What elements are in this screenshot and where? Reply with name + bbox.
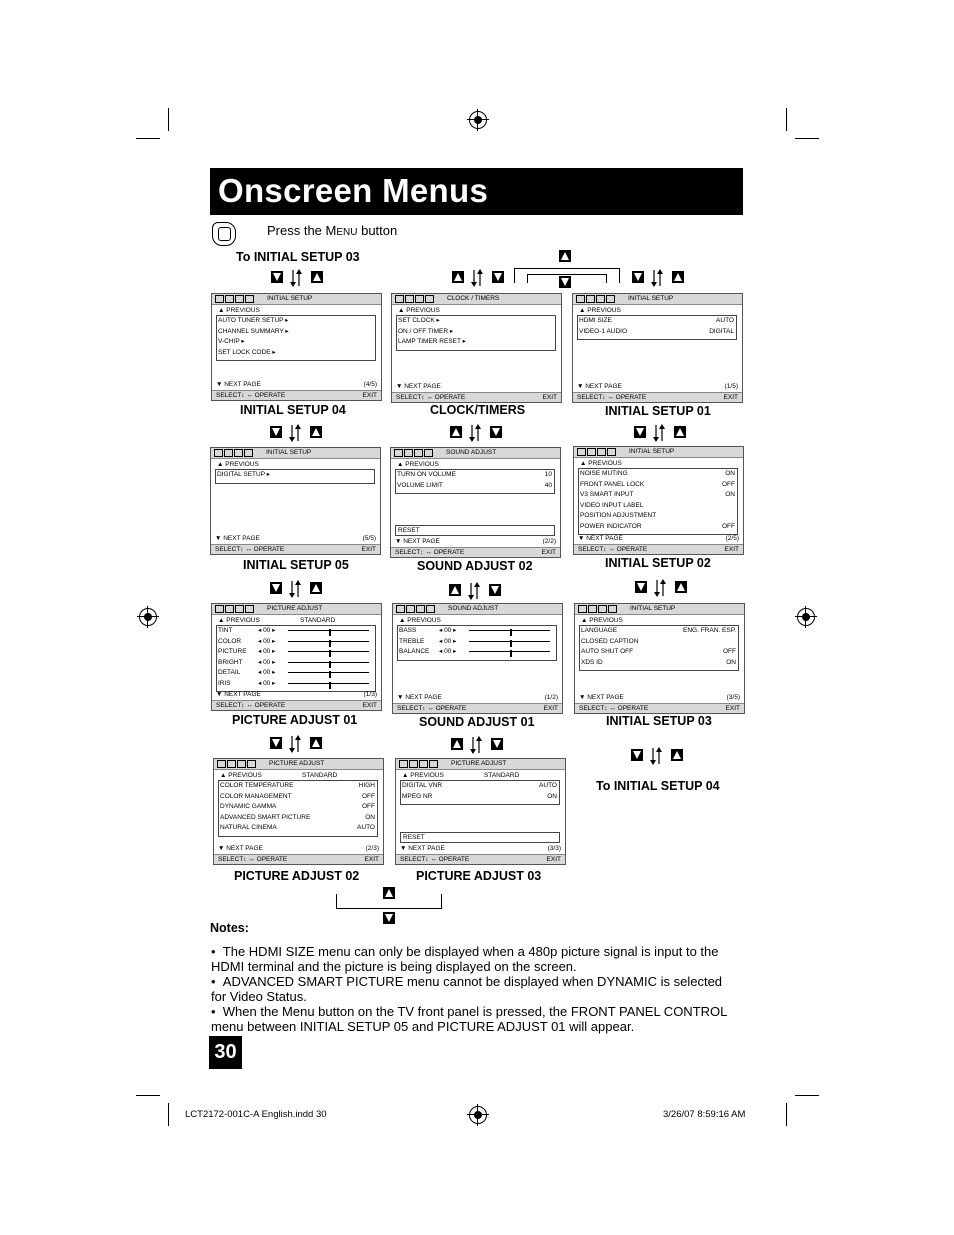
down-arrow-icon [632, 271, 644, 283]
menu-item: FRONT PANEL LOCK OFF [580, 480, 735, 488]
menu-screen-pa01 [211, 603, 382, 711]
menu-item-value: ON [547, 792, 557, 800]
menu-tab-icon [419, 760, 428, 768]
menu-previous: ▲ PREVIOUS [217, 461, 259, 468]
menu-tab-icon [409, 760, 418, 768]
menu-item-value: ON [725, 470, 735, 477]
slider-track [288, 672, 369, 673]
menu-item: SET LOCK CODE ▸ [218, 348, 276, 356]
menu-page-indicator: (2/5) [725, 535, 739, 542]
slider-track [288, 651, 369, 652]
slider-knob [329, 640, 331, 647]
menu-header-title: INITIAL SETUP [267, 295, 313, 302]
up-down-arrows-icon [649, 268, 665, 293]
down-arrow-icon [491, 738, 503, 750]
title-bar [210, 168, 743, 215]
reset-item: RESET [395, 525, 555, 536]
menu-previous: ▲ PREVIOUS [397, 461, 439, 468]
menu-item: POSITION ADJUSTMENT [580, 512, 657, 519]
menu-tab-icon [607, 448, 616, 456]
menu-footer: SELECT↕ ↔ OPERATE EXIT [392, 392, 561, 402]
menu-previous: ▲ PREVIOUS [218, 307, 260, 314]
menu-item: CLOSED CAPTION [581, 637, 639, 645]
menu-tab-icon [395, 295, 404, 303]
menu-previous: ▲ PREVIOUS STANDARD [402, 772, 520, 779]
down-arrow-icon [270, 737, 282, 749]
menu-item: COLOR TEMPERATURE HIGH [220, 782, 375, 789]
menu-item-value: DIGITAL [709, 327, 734, 335]
menu-screen-s05 [210, 447, 381, 555]
menu-tab-icon [588, 605, 597, 613]
menu-previous: ▲ PREVIOUS [581, 617, 623, 624]
menu-tab-icon [244, 449, 253, 457]
menu-tab-icon [234, 449, 243, 457]
menu-header-title: INITIAL SETUP [630, 605, 676, 612]
down-arrow-icon [489, 584, 501, 596]
down-arrow-icon [634, 426, 646, 438]
menu-item-value: HIGH [358, 782, 375, 789]
menu-tab-icon [396, 605, 405, 613]
up-arrow-icon [451, 738, 463, 750]
menu-tab-icon [576, 295, 585, 303]
up-down-arrows-icon [468, 735, 484, 760]
menu-header [575, 604, 744, 615]
label-picture-adjust-03: PICTURE ADJUST 03 [416, 869, 542, 883]
menu-next-page: ▼ NEXT PAGE (5/5) [215, 535, 376, 542]
menu-item: IRIS ◂ 00 ▸ [218, 679, 375, 688]
up-down-arrows-icon [651, 423, 667, 448]
crop-mark [786, 1103, 787, 1126]
menu-item: BASS ◂ 00 ▸ [399, 626, 556, 635]
menu-item-value: AUTO [539, 782, 557, 789]
crop-mark [168, 1103, 169, 1126]
slider-knob [329, 682, 331, 689]
menu-item: LANGUAGE ENG. FRAN. ESP. [581, 627, 736, 634]
menu-header [392, 294, 561, 305]
down-arrow-icon [270, 426, 282, 438]
menu-item: CHANNEL SUMMARY ▸ [218, 327, 289, 335]
menu-item-value: ON [725, 491, 735, 498]
slider-track [469, 641, 550, 642]
menu-header-title: PICTURE ADJUST [269, 760, 325, 767]
menu-item-value: OFF [362, 803, 375, 810]
menu-tab-icon [245, 605, 254, 613]
footer-file: LCT2172-001C-A English.indd 30 [185, 1109, 327, 1120]
slider-knob [329, 661, 331, 668]
menu-item-value: ON [726, 658, 736, 666]
note-1: • The HDMI SIZE menu can only be displayed when a 480p picture signal is input to the HDMI terminal and the picture is being displayed on the screen. [211, 944, 719, 974]
label-initial-setup-05: INITIAL SETUP 05 [243, 558, 349, 572]
label-initial-setup-02: INITIAL SETUP 02 [605, 556, 711, 570]
menu-tab-icon [217, 760, 226, 768]
menu-screen-sclock [391, 293, 562, 403]
menu-header-title: INITIAL SETUP [266, 449, 312, 456]
menu-tab-icon [404, 449, 413, 457]
menu-item: TREBLE ◂ 00 ▸ [399, 637, 556, 646]
menu-item: BALANCE ◂ 00 ▸ [399, 647, 556, 656]
menu-screen-s01 [572, 293, 743, 403]
crop-mark [168, 108, 169, 131]
up-down-arrows-icon [648, 746, 664, 771]
menu-header-title: PICTURE ADJUST [267, 605, 323, 612]
menu-tab-icon [425, 295, 434, 303]
crop-mark [795, 138, 819, 139]
slider-track [288, 630, 369, 631]
menu-page-indicator: (3/5) [726, 694, 740, 701]
menu-header-title: PICTURE ADJUST [451, 760, 507, 767]
menu-item: HDMI SIZE AUTO [579, 317, 734, 324]
menu-tab-icon [215, 605, 224, 613]
menu-next-page: ▼ NEXT PAGE (2/5) [578, 535, 739, 542]
slider-knob [510, 640, 512, 647]
slider-track [288, 662, 369, 663]
menu-previous: ▲ PREVIOUS STANDARD [218, 617, 336, 624]
menu-header-title: SOUND ADJUST [446, 449, 497, 456]
menu-item-value: OFF [723, 648, 736, 655]
slider-value: ◂ 00 ▸ [258, 627, 276, 634]
menu-tab-icon [394, 449, 403, 457]
up-down-arrows-icon [469, 268, 485, 293]
menu-tab-icon [416, 605, 425, 613]
slider-value: ◂ 00 ▸ [439, 637, 457, 645]
menu-screen-sa01 [392, 603, 563, 714]
menu-item: MPEG NR ON [402, 792, 557, 800]
menu-footer: SELECT↕ ↔ OPERATE EXIT [211, 544, 380, 554]
menu-tab-icon [429, 760, 438, 768]
menu-page-indicator: (1/3) [363, 691, 377, 698]
menu-screen-pa03 [395, 758, 566, 865]
menu-item: AUTO TUNER SETUP ▸ [218, 317, 289, 324]
up-arrow-icon [449, 584, 461, 596]
down-arrow-icon [635, 581, 647, 593]
menu-tab-icon [414, 449, 423, 457]
down-arrow-icon [631, 749, 643, 761]
menu-footer: SELECT↕ ↔ OPERATE EXIT [212, 700, 381, 710]
menu-item: TINT ◂ 00 ▸ [218, 626, 375, 635]
menu-item: VIDEO INPUT LABEL [580, 501, 644, 509]
up-down-arrows-icon [652, 578, 668, 603]
menu-item-value: AUTO [357, 824, 375, 831]
menu-footer: SELECT↕ ↔ OPERATE EXIT [574, 544, 743, 554]
menu-item: NATURAL CINEMA AUTO [220, 824, 375, 831]
slider-value: ◂ 00 ▸ [258, 648, 276, 655]
menu-header-title: INITIAL SETUP [628, 295, 674, 302]
up-arrow-icon [310, 582, 322, 594]
label-to-initial-setup-04: To INITIAL SETUP 04 [596, 779, 720, 793]
menu-item: PICTURE ◂ 00 ▸ [218, 647, 375, 656]
down-arrow-icon [492, 271, 504, 283]
slider-track [469, 651, 550, 652]
menu-footer: SELECT↕ ↔ OPERATE EXIT [573, 392, 742, 402]
down-arrow-icon [271, 271, 283, 283]
menu-tab-icon [225, 295, 234, 303]
menu-next-page: ▼ NEXT PAGE (1/5) [577, 383, 738, 390]
menu-tab-icon [598, 605, 607, 613]
slider-knob [510, 650, 512, 657]
slider-track [469, 630, 550, 631]
menu-previous: ▲ PREVIOUS [579, 307, 621, 314]
menu-item-value: 40 [544, 481, 552, 489]
menu-next-page: ▼ NEXT PAGE (2/3) [218, 845, 379, 852]
menu-header [574, 447, 743, 458]
menu-header [391, 448, 560, 459]
label-to-initial-setup-03: To INITIAL SETUP 03 [236, 250, 360, 264]
menu-item: V3 SMART INPUT ON [580, 491, 735, 498]
menu-item: DIGITAL VNR AUTO [402, 782, 557, 789]
slider-value: ◂ 00 ▸ [258, 669, 276, 676]
label-initial-setup-04: INITIAL SETUP 04 [240, 403, 346, 417]
menu-tab-icon [214, 449, 223, 457]
up-arrow-icon [310, 426, 322, 438]
menu-item: AUTO SHUT OFF OFF [581, 648, 736, 655]
menu-tab-icon [608, 605, 617, 613]
menu-item-value: OFF [362, 792, 375, 800]
up-arrow-icon [310, 737, 322, 749]
menu-tab-icon [225, 605, 234, 613]
slider-value: ◂ 00 ▸ [258, 679, 276, 687]
label-initial-setup-03: INITIAL SETUP 03 [606, 714, 712, 728]
slider-knob [329, 650, 331, 657]
menu-page-indicator: (5/5) [362, 535, 376, 542]
crop-mark [786, 108, 787, 131]
menu-header [573, 294, 742, 305]
menu-screen-s02 [573, 446, 744, 555]
menu-tab-icon [606, 295, 615, 303]
label-picture-adjust-01: PICTURE ADJUST 01 [232, 713, 358, 727]
page-number: 30 [209, 1036, 242, 1069]
menu-footer: SELECT↕ ↔ OPERATE EXIT [396, 854, 565, 864]
up-arrow-icon [671, 749, 683, 761]
picture-mode: STANDARD [484, 772, 520, 779]
registration-mark-icon [469, 111, 487, 129]
reset-item: RESET [400, 832, 560, 843]
menu-item: COLOR ◂ 00 ▸ [218, 637, 375, 646]
menu-tab-icon [247, 760, 256, 768]
menu-footer: SELECT↕ ↔ OPERATE EXIT [214, 854, 383, 864]
menu-tab-icon [406, 605, 415, 613]
menu-footer: SELECT↕ ↔ OPERATE EXIT [575, 703, 744, 713]
crop-mark [136, 138, 160, 139]
up-arrow-icon [311, 271, 323, 283]
menu-next-page: ▼ NEXT PAGE (2/2) [395, 538, 556, 545]
up-arrow-icon [450, 426, 462, 438]
menu-item: POWER INDICATOR OFF [580, 522, 735, 530]
menu-next-page: ▼ NEXT PAGE (3/3) [400, 845, 561, 852]
menu-item: DIGITAL SETUP ▸ [217, 471, 270, 478]
menu-tab-icon [578, 605, 587, 613]
label-initial-setup-01: INITIAL SETUP 01 [605, 404, 711, 418]
menu-page-indicator: (1/5) [724, 383, 738, 390]
menu-header-title: INITIAL SETUP [629, 448, 675, 455]
menu-header-title: SOUND ADJUST [448, 605, 499, 612]
menu-item-value: AUTO [716, 317, 734, 324]
slider-track [288, 641, 369, 642]
menu-tab-icon [597, 448, 606, 456]
menu-footer: SELECT↕ ↔ OPERATE EXIT [212, 390, 381, 400]
label-picture-adjust-02: PICTURE ADJUST 02 [234, 869, 360, 883]
up-down-arrows-icon [287, 734, 303, 759]
menu-item: SET CLOCK ▸ [398, 317, 440, 324]
label-sound-adjust-02: SOUND ADJUST 02 [417, 559, 533, 573]
picture-mode: STANDARD [300, 617, 336, 624]
menu-page-indicator: (2/2) [542, 538, 556, 545]
menu-header [212, 604, 381, 615]
menu-header [212, 294, 381, 305]
menu-item: XDS ID ON [581, 658, 736, 666]
menu-item: LAMP TIMER RESET ▸ [398, 338, 466, 345]
footer-date: 3/26/07 8:59:16 AM [663, 1109, 746, 1120]
menu-previous: ▲ PREVIOUS [398, 307, 440, 314]
menu-next-page: ▼ NEXT PAGE (1/2) [397, 694, 558, 701]
menu-next-page: ▼ NEXT PAGE (3/5) [579, 694, 740, 701]
note-2: • ADVANCED SMART PICTURE menu cannot be displayed when DYNAMIC is selected for Video Status. [211, 974, 723, 1004]
menu-header [393, 604, 562, 615]
menu-previous: ▲ PREVIOUS [580, 460, 622, 467]
menu-previous: ▲ PREVIOUS STANDARD [220, 772, 338, 779]
menu-tab-icon [245, 295, 254, 303]
menu-tab-icon [426, 605, 435, 613]
registration-mark-icon [139, 608, 157, 626]
up-down-arrows-icon [288, 268, 304, 293]
label-sound-adjust-01: SOUND ADJUST 01 [419, 715, 535, 729]
menu-item-value: 10 [544, 471, 552, 478]
menu-tab-icon [227, 760, 236, 768]
menu-item: BRIGHT ◂ 00 ▸ [218, 658, 375, 667]
up-down-arrows-icon [287, 579, 303, 604]
menu-page-indicator: (1/2) [544, 694, 558, 701]
menu-next-page: ▼ NEXT PAGE [396, 383, 441, 390]
menu-next-page: ▼ NEXT PAGE (4/5) [216, 381, 377, 388]
menu-tab-icon [235, 605, 244, 613]
slider-knob [510, 629, 512, 636]
up-arrow-icon [675, 581, 687, 593]
menu-tab-icon [215, 295, 224, 303]
up-arrow-icon [674, 426, 686, 438]
menu-footer: SELECT↕ ↔ OPERATE EXIT [393, 703, 562, 713]
menu-tab-icon [235, 295, 244, 303]
up-down-arrows-icon [467, 423, 483, 448]
menu-tab-icon [399, 760, 408, 768]
menu-header [214, 759, 383, 770]
menu-item-value: OFF [722, 480, 735, 488]
menu-page-indicator: (4/5) [363, 381, 377, 388]
menu-item: DYNAMIC GAMMA OFF [220, 803, 375, 810]
menu-tab-icon [596, 295, 605, 303]
menu-item: ON / OFF TIMER ▸ [398, 327, 454, 335]
menu-item-value: ENG. FRAN. ESP. [683, 627, 736, 634]
down-arrow-icon [270, 582, 282, 594]
menu-page-indicator: (3/3) [547, 845, 561, 852]
note-3: • When the Menu button on the TV front panel is pressed, the FRONT PANEL CONTROL menu between INITIAL SETUP 05 and PICTURE ADJUST 01 will appear. [211, 1004, 727, 1034]
menu-item: DETAIL ◂ 00 ▸ [218, 668, 375, 677]
menu-item-value: OFF [722, 522, 735, 530]
menu-item: NOISE MUTING ON [580, 470, 735, 477]
menu-item: COLOR MANAGEMENT OFF [220, 792, 375, 800]
menu-tab-icon [587, 448, 596, 456]
menu-tab-icon [405, 295, 414, 303]
slider-value: ◂ 00 ▸ [439, 627, 457, 634]
menu-screen-sa02 [390, 447, 561, 558]
menu-tab-icon [224, 449, 233, 457]
menu-tab-icon [237, 760, 246, 768]
press-menu-instruction: Press the MENU button [267, 223, 398, 238]
down-arrow-icon [490, 426, 502, 438]
menu-screen-s04 [211, 293, 382, 401]
menu-item: VIDEO-1 AUDIO DIGITAL [579, 327, 734, 335]
label-clock-timers: CLOCK/TIMERS [430, 403, 526, 417]
page-title: Onscreen Menus [218, 172, 489, 209]
menu-item: ADVANCED SMART PICTURE ON [220, 813, 375, 821]
menu-header [396, 759, 565, 770]
slider-knob [329, 629, 331, 636]
menu-tab-icon [424, 449, 433, 457]
menu-screen-pa02 [213, 758, 384, 865]
slider-value: ◂ 00 ▸ [258, 637, 276, 645]
up-arrow-icon [452, 271, 464, 283]
crop-mark [136, 1095, 160, 1096]
up-down-arrows-icon [287, 423, 303, 448]
menu-footer: SELECT↕ ↔ OPERATE EXIT [391, 547, 560, 557]
menu-item: VOLUME LIMIT 40 [397, 481, 552, 489]
menu-header-title: CLOCK / TIMERS [447, 295, 500, 302]
menu-screen-s03 [574, 603, 745, 714]
slider-knob [329, 671, 331, 678]
notes-heading: Notes: [210, 921, 249, 935]
registration-mark-icon [469, 1106, 487, 1124]
menu-tab-icon [586, 295, 595, 303]
menu-previous: ▲ PREVIOUS [399, 617, 441, 624]
crop-mark [795, 1095, 819, 1096]
menu-tab-icon [577, 448, 586, 456]
menu-page-indicator: (2/3) [365, 845, 379, 852]
picture-mode: STANDARD [302, 772, 338, 779]
menu-header [211, 448, 380, 459]
slider-value: ◂ 00 ▸ [258, 658, 276, 666]
menu-next-page: ▼ NEXT PAGE (1/3) [216, 691, 377, 698]
up-arrow-icon [672, 271, 684, 283]
menu-item: V-CHIP ▸ [218, 338, 245, 345]
hand-press-icon [212, 222, 236, 246]
slider-value: ◂ 00 ▸ [439, 648, 457, 655]
menu-item-value: ON [365, 813, 375, 821]
slider-track [288, 683, 369, 684]
menu-item: TURN ON VOLUME 10 [397, 471, 552, 478]
menu-tab-icon [415, 295, 424, 303]
registration-mark-icon [797, 608, 815, 626]
